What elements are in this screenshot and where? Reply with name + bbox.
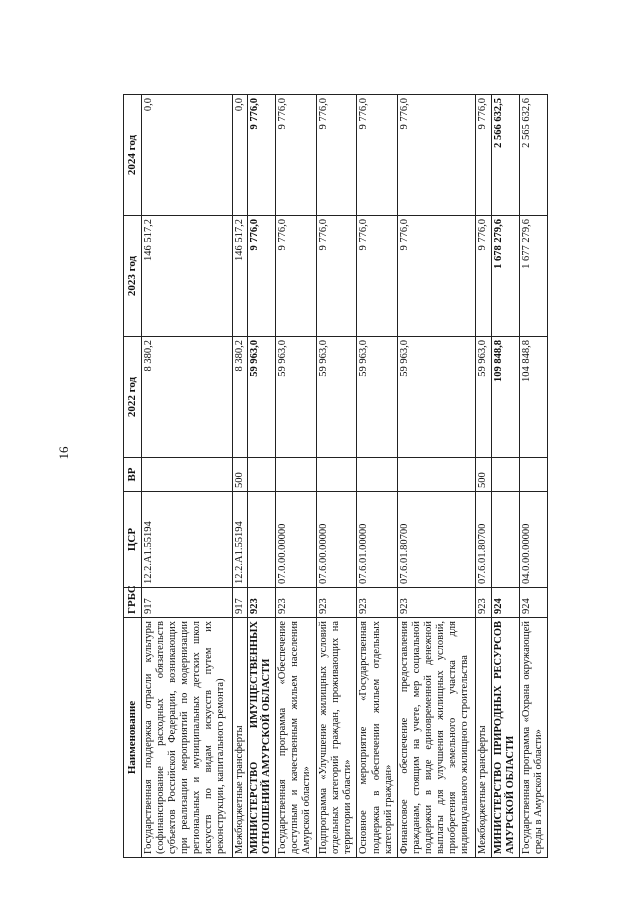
cell-y2024: 9 776,0	[248, 95, 276, 216]
table-row	[248, 95, 276, 858]
cell-vr	[142, 458, 233, 492]
header-name: Наименование	[124, 618, 142, 858]
rotated-table-frame	[123, 95, 548, 858]
cell-y2024: 9 776,0	[276, 95, 317, 216]
cell-csr	[491, 492, 519, 588]
cell-vr	[519, 458, 547, 492]
page-number: 16	[56, 446, 71, 460]
budget-table	[123, 94, 548, 858]
table-row	[357, 95, 398, 858]
cell-y2022: 8 380,2	[142, 337, 233, 458]
cell-y2024: 0,0	[142, 95, 233, 216]
cell-name: Подпрограмма «Улучшение жилищных условий отдельных категорий граждан, проживающих на территории области»	[316, 618, 357, 858]
cell-csr	[248, 492, 276, 588]
cell-csr: 07.6.01.00000	[357, 492, 398, 588]
table-row	[142, 95, 233, 858]
cell-y2024: 9 776,0	[316, 95, 357, 216]
cell-y2022: 59 963,0	[476, 337, 492, 458]
cell-y2022: 109 848,8	[491, 337, 519, 458]
cell-y2022: 59 963,0	[316, 337, 357, 458]
header-2022: 2022 год	[124, 337, 142, 458]
budget-table-wrapper	[123, 95, 548, 858]
cell-vr	[248, 458, 276, 492]
cell-y2024: 2 565 632,6	[519, 95, 547, 216]
cell-y2023: 1 678 279,6	[491, 216, 519, 337]
cell-y2023: 9 776,0	[357, 216, 398, 337]
cell-y2023: 146 517,2	[142, 216, 233, 337]
cell-y2023: 146 517,2	[232, 216, 248, 337]
cell-y2023: 9 776,0	[248, 216, 276, 337]
cell-y2024: 9 776,0	[476, 95, 492, 216]
table-body	[142, 95, 548, 858]
table-row	[398, 95, 476, 858]
cell-csr: 07.6.00.00000	[316, 492, 357, 588]
cell-vr: 500	[476, 458, 492, 492]
cell-y2022: 59 963,0	[248, 337, 276, 458]
cell-name: Финансовое обеспечение предоставления гражданам, стоящим на учете, мер социальной поддержки в виде единовременной денежной выплаты для улучшения жилищных условий, приобретения земельного участка для индивидуального жилищного строительства	[398, 618, 476, 858]
header-vr: ВР	[124, 458, 142, 492]
cell-y2024: 9 776,0	[398, 95, 476, 216]
table-row	[519, 95, 547, 858]
table-row	[476, 95, 492, 858]
cell-name: Государственная поддержка отрасли культуры (софинансирование расходных обязательств субъектов Российской Федерации, возникающих при реализации мероприятий по модернизации региональных и муниципальных детских школ искусств по видам искусств путем их реконструкции, капитального ремонта)	[142, 618, 233, 858]
cell-csr: 12.2.А1.55194	[142, 492, 233, 588]
cell-y2024: 2 566 632,5	[491, 95, 519, 216]
cell-y2023: 9 776,0	[398, 216, 476, 337]
cell-vr	[276, 458, 317, 492]
cell-grbs: 924	[491, 588, 519, 618]
header-2023: 2023 год	[124, 216, 142, 337]
cell-y2022: 104 848,8	[519, 337, 547, 458]
cell-name: Основное мероприятие «Государственная поддержка в обеспечении жильем отдельных категорий граждан»	[357, 618, 398, 858]
table-header-row	[124, 95, 142, 858]
cell-csr: 07.6.01.80700	[398, 492, 476, 588]
cell-y2022: 8 380,2	[232, 337, 248, 458]
cell-grbs: 924	[519, 588, 547, 618]
table-row	[316, 95, 357, 858]
cell-y2022: 59 963,0	[398, 337, 476, 458]
cell-vr	[491, 458, 519, 492]
cell-name: Межбюджетные трансферты	[232, 618, 248, 858]
cell-y2023: 9 776,0	[276, 216, 317, 337]
cell-y2024: 9 776,0	[357, 95, 398, 216]
cell-vr	[398, 458, 476, 492]
cell-grbs: 917	[232, 588, 248, 618]
table-row	[491, 95, 519, 858]
cell-y2022: 59 963,0	[276, 337, 317, 458]
cell-name: МИНИСТЕРСТВО ПРИРОДНЫХ РЕСУРСОВ АМУРСКОЙ ОБЛАСТИ	[491, 618, 519, 858]
header-grbs: ГРБС	[124, 588, 142, 618]
cell-grbs: 923	[357, 588, 398, 618]
cell-grbs: 923	[398, 588, 476, 618]
cell-grbs: 923	[316, 588, 357, 618]
header-2024: 2024 год	[124, 95, 142, 216]
cell-y2022: 59 963,0	[357, 337, 398, 458]
cell-name: МИНИСТЕРСТВО ИМУЩЕСТВЕННЫХ ОТНОШЕНИЙ АМУРСКОЙ ОБЛАСТИ	[248, 618, 276, 858]
cell-name: Межбюджетные трансферты	[476, 618, 492, 858]
table-row	[276, 95, 317, 858]
table-row	[232, 95, 248, 858]
cell-csr: 07.6.01.80700	[476, 492, 492, 588]
cell-csr: 12.2.А1.55194	[232, 492, 248, 588]
cell-vr	[357, 458, 398, 492]
cell-vr: 500	[232, 458, 248, 492]
cell-name: Государственная программа «Охрана окружающей среды в Амурской области»	[519, 618, 547, 858]
cell-grbs: 917	[142, 588, 233, 618]
cell-y2023: 9 776,0	[476, 216, 492, 337]
cell-name: Государственная программа «Обеспечение доступным и качественным жильем населения Амурской области»	[276, 618, 317, 858]
cell-vr	[316, 458, 357, 492]
cell-grbs: 923	[476, 588, 492, 618]
cell-csr: 04.0.00.00000	[519, 492, 547, 588]
cell-csr: 07.0.00.00000	[276, 492, 317, 588]
header-csr: ЦСР	[124, 492, 142, 588]
cell-grbs: 923	[276, 588, 317, 618]
cell-y2024: 0,0	[232, 95, 248, 216]
cell-y2023: 9 776,0	[316, 216, 357, 337]
cell-grbs: 923	[248, 588, 276, 618]
cell-y2023: 1 677 279,6	[519, 216, 547, 337]
